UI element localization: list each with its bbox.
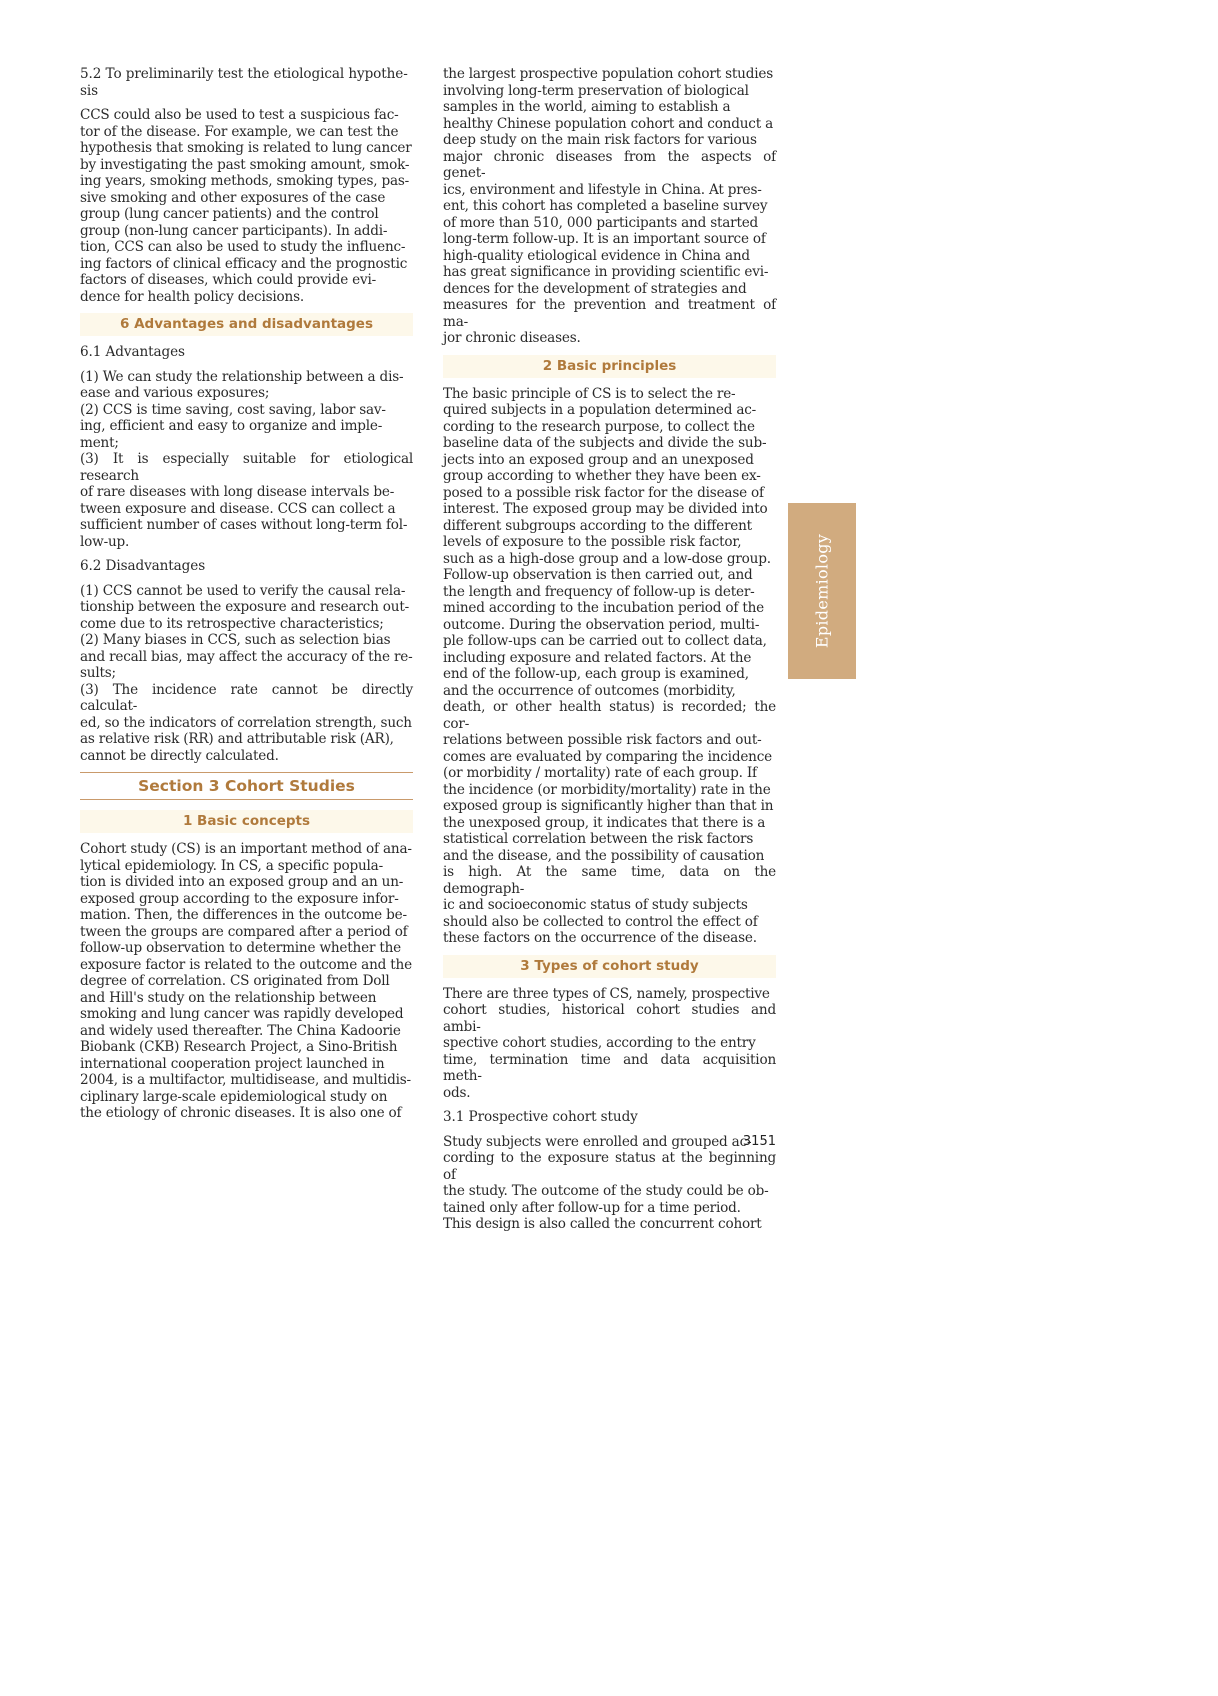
basic-principles-paragraph: The basic principle of CS is to select the re- quired subjects in a population determined ac- cording to the research purpose, to collect the baseline data of the subjects and divide the sub- jects into an exposed group and an unexposed group according to whether they have been ex- posed to a possible risk factor for the disease of interest. The exposed group may be divided into different subgroups according to the different levels of exposure to the possible risk factor, such as a high-dose group and a low-dose group. Follow-up observation is then carried out, and the length and frequency of follow-up is deter- mined according to the incubation period of the outcome. During the observation period, multi- ple follow-ups can be carried out to collect data, including exposure and related factors. At the end of the follow-up, each group is examined, and the occurrence of outcomes (morbidity, death, or other health status) is recorded; the cor- relations between possible risk factors and out- comes are evaluated by comparing the incidence (or morbidity / mortality) rate of each group. If the incidence (or morbidity/mortality) rate in the exposed group is significantly higher than that in the unexposed group, it indicates that there is a statistical correlation between the risk factors and the disease, and the possibility of causation is high. At the same time, data on the demograph- ic and socioeconomic status of study subjects should also be collected to control the effect of these factors on the occurrence of the disease. xyxy=(443,385,776,946)
basic-concepts-paragraph: Cohort study (CS) is an important method of ana- lytical epidemiology. In CS, a specific popula- tion is divided into an exposed group and an un- exposed group according to the exposure infor- mation. Then, the differences in the outcome be- tween the groups are compared after a period of follow-up observation to determine whether the exposure factor is related to the outcome and the degree of correlation. CS originated from Doll and Hill's study on the relationship between smoking and lung cancer was rapidly developed and widely used thereafter. The China Kadoorie Biobank (CKB) Research Project, a Sino-British international cooperation project launched in 2004, is a multifactor, multidisease, and multidis- ciplinary large-scale epidemiological study on the etiology of chronic diseases. It is also one of xyxy=(80,841,412,1121)
subsection-3-1-heading: 3.1 Prospective cohort study xyxy=(443,1109,638,1125)
subsection-5-2-heading: 5.2 To preliminarily test the etiological hypothe- sis xyxy=(80,66,408,99)
heading-6-advantages-disadvantages: 6 Advantages and disadvantages xyxy=(80,313,413,336)
chapter-side-tab xyxy=(788,503,856,679)
right-column xyxy=(443,66,776,1241)
subsection-6-1-heading: 6.1 Advantages xyxy=(80,344,185,360)
heading-3-types-of-cohort-study: 3 Types of cohort study xyxy=(443,955,776,978)
prospective-cohort-paragraph: Study subjects were enrolled and grouped ac- cording to the exposure status at the beginning of the study. The outcome of the study could be ob- tained only after follow-up for a time period. This design is also called the concurrent cohort xyxy=(443,1133,776,1232)
ckb-continuation-paragraph: the largest prospective population cohort studies involving long-term preservation of biological samples in the world, aiming to establish a healthy Chinese population cohort and conduct a deep study on the main risk factors for various major chronic diseases from the aspects of genet- ics, environment and lifestyle in China. At pres- ent, this cohort has completed a baseline survey of more than 510, 000 participants and started long-term follow-up. It is an important source of high-quality etiological evidence in China and has great significance in providing scientific evi- dences for the development of strategies and measures for the prevention and treatment of ma- jor chronic diseases. xyxy=(443,66,776,346)
advantage-item-2: (2) CCS is time saving, cost saving, labor sav- ing, efficient and easy to organize and imple- ment; xyxy=(80,401,386,451)
page-number: 3151 xyxy=(742,1134,776,1149)
advantage-item-1: (1) We can study the relationship between a dis- ease and various exposures; xyxy=(80,368,404,401)
left-column xyxy=(80,66,413,1130)
section-3-title: Section 3 Cohort Studies xyxy=(80,772,413,800)
chapter-side-tab-label: Epidemiology xyxy=(812,533,832,649)
disadvantage-item-3: (3) The incidence rate cannot be directly calculat- ed, so the indicators of correlation strength, such as relative risk (RR) and attributable risk (AR), cannot be directly calculated. xyxy=(80,681,413,764)
disadvantage-item-2: (2) Many biases in CCS, such as selection bias and recall bias, may affect the accuracy of the re- sults; xyxy=(80,632,413,681)
heading-2-basic-principles: 2 Basic principles xyxy=(443,355,776,378)
advantage-item-3: (3) It is especially suitable for etiological research of rare diseases with long disease intervals be- tween exposure and disease. CCS can collect a sufficient number of cases without long-term fol- low-up. xyxy=(80,451,413,550)
types-paragraph: There are three types of CS, namely, prospective cohort studies, historical cohort studies and ambi- spective cohort studies, according to the entry time, termination time and data acquisition meth- ods. xyxy=(443,985,776,1101)
heading-1-basic-concepts: 1 Basic concepts xyxy=(80,810,413,833)
subsection-5-2-paragraph: CCS could also be used to test a suspicious fac- tor of the disease. For example, we can test the hypothesis that smoking is related to lung cancer by investigating the past smoking amount, smok- ing years, smoking methods, smoking types, pas- sive smoking and other exposures of the case group (lung cancer patients) and the control group (non-lung cancer participants). In addi- tion, CCS can also be used to study the influenc- ing factors of clinical efficacy and the prognostic factors of diseases, which could provide evi- dence for health policy decisions. xyxy=(80,107,412,305)
disadvantage-item-1: (1) CCS cannot be used to verify the causal rela- tionship between the exposure and research out- come due to its retrospective characteristics; xyxy=(80,582,409,632)
subsection-6-2-heading: 6.2 Disadvantages xyxy=(80,558,206,574)
